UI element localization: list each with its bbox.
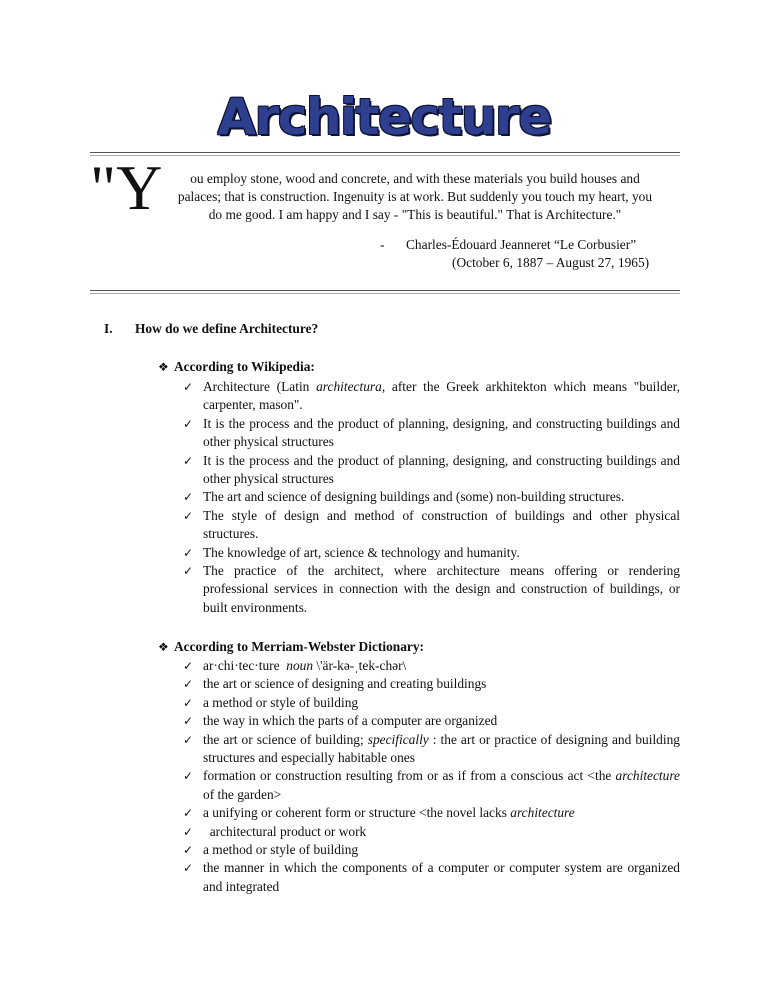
definition-text: The practice of the architect, where architecture means offering or rendering professional services in connection with the design and construction of buildings, or built environments. — [203, 563, 684, 615]
definition-text: The art and science of designing buildings and (some) non-building structures. — [203, 489, 625, 505]
definition-text: It is the process and the product of planning, designing, and constructing buildings and other physical structures — [203, 452, 684, 487]
definition-item — [183, 562, 684, 617]
definition-text: architectural product or work — [203, 823, 367, 839]
merriam-heading — [158, 638, 424, 656]
definition-text: specifically — [367, 731, 429, 747]
quote-line: palaces; that is construction. Ingenuity is at work. But suddenly you touch my heart, you — [177, 189, 653, 204]
definition-item — [183, 544, 680, 562]
attribution-name: Charles-Édouard Jeanneret “Le Corbusier” — [406, 237, 637, 252]
definition-text: a unifying or coherent form or structure <the novel lacks — [203, 805, 511, 821]
check-icon: ✓ — [183, 416, 194, 431]
definition-text: architecture — [510, 805, 575, 821]
definition-text: formation or construction resulting from or as if from a conscious act <the — [203, 768, 616, 784]
merriam-heading-label: According to Merriam-Webster Dictionary: — [174, 639, 425, 654]
top-rule — [90, 152, 680, 153]
definition-item — [183, 823, 680, 841]
definition-text: The knowledge of art, science & technology and humanity. — [203, 544, 520, 560]
quote-line: do me good. I am happy and I say - "This is beautiful." That is Architecture." — [208, 207, 622, 222]
definition-item — [183, 378, 684, 415]
top-rule-thin — [90, 155, 680, 156]
definition-text: The style of design and method of construction of buildings and other physical structures. — [203, 507, 684, 542]
wikipedia-heading — [158, 358, 315, 376]
definition-text: It is the process and the product of planning, designing, and constructing buildings and other physical structures — [203, 415, 684, 450]
definition-item — [183, 694, 680, 712]
check-icon: ✓ — [183, 806, 194, 821]
definition-text: the art or science of designing and creating buildings — [203, 676, 487, 692]
quote-line: ou employ stone, wood and concrete, and with these materials you build houses and — [190, 171, 640, 186]
definition-item — [183, 415, 684, 452]
check-icon: ✓ — [183, 508, 194, 523]
definition-item — [183, 804, 680, 822]
diamond-bullet-icon: ❖ — [158, 640, 169, 654]
definition-item — [183, 712, 680, 730]
definition-item — [183, 657, 680, 675]
definition-text: of the garden> — [203, 768, 684, 802]
bottom-rule — [90, 290, 680, 291]
definition-text: the manner in which the components of a computer or computer system are organized and integrated — [203, 860, 684, 894]
definition-text: noun — [286, 658, 314, 673]
check-icon: ✓ — [183, 769, 194, 784]
check-icon: ✓ — [183, 380, 194, 394]
definition-text: Architecture (Latin — [203, 379, 317, 394]
definition-text: the art or science of building; — [203, 731, 368, 747]
diamond-bullet-icon: ❖ — [158, 360, 169, 374]
quote-text — [150, 170, 680, 224]
definition-text: architecture — [615, 768, 680, 784]
quote-dropcap: "Y — [90, 152, 163, 223]
wikipedia-definitions-list — [183, 378, 684, 617]
check-icon: ✓ — [183, 843, 194, 858]
check-icon: ✓ — [183, 490, 194, 505]
definition-item — [183, 841, 680, 859]
definition-item — [183, 767, 684, 804]
definition-text: a method or style of building — [203, 694, 359, 710]
check-icon: ✓ — [183, 545, 194, 560]
check-icon: ✓ — [183, 824, 194, 839]
check-icon: ✓ — [183, 659, 194, 673]
check-icon: ✓ — [183, 695, 194, 710]
definition-text: , after the Greek arkhitekton which means "builder, carpenter, mason". — [203, 379, 684, 413]
definition-item — [183, 507, 684, 544]
attribution-dates: (October 6, 1887 – August 27, 1965) — [452, 255, 650, 270]
definition-item — [183, 452, 684, 489]
definition-item — [183, 675, 680, 693]
definition-text: the way in which the parts of a computer are organized — [203, 713, 498, 729]
section-title: How do we define Architecture? — [135, 321, 319, 336]
attribution-dash: - — [380, 237, 385, 252]
definition-text: ar·chi·tec·ture — [203, 658, 287, 673]
page-title: Architecture — [217, 88, 551, 146]
definition-text: \'är-kə-ˌtek-chər\ — [313, 658, 407, 673]
definition-text: architectura — [316, 379, 382, 394]
wikipedia-heading-label: According to Wikipedia: — [174, 359, 315, 374]
bottom-rule-thin — [90, 293, 680, 294]
definition-item — [183, 859, 684, 896]
merriam-definitions-list — [183, 657, 684, 896]
section-number: I. — [104, 321, 113, 336]
check-icon: ✓ — [183, 677, 194, 692]
check-icon: ✓ — [183, 714, 194, 729]
check-icon: ✓ — [183, 453, 194, 468]
check-icon: ✓ — [183, 732, 194, 747]
definition-text: a method or style of building — [203, 842, 359, 858]
definition-text: : the art or practice of designing and building structures and especially habitable ones — [203, 731, 684, 766]
check-icon: ✓ — [183, 564, 194, 579]
definition-item — [183, 488, 680, 506]
check-icon: ✓ — [183, 861, 194, 876]
definition-item — [183, 731, 684, 768]
